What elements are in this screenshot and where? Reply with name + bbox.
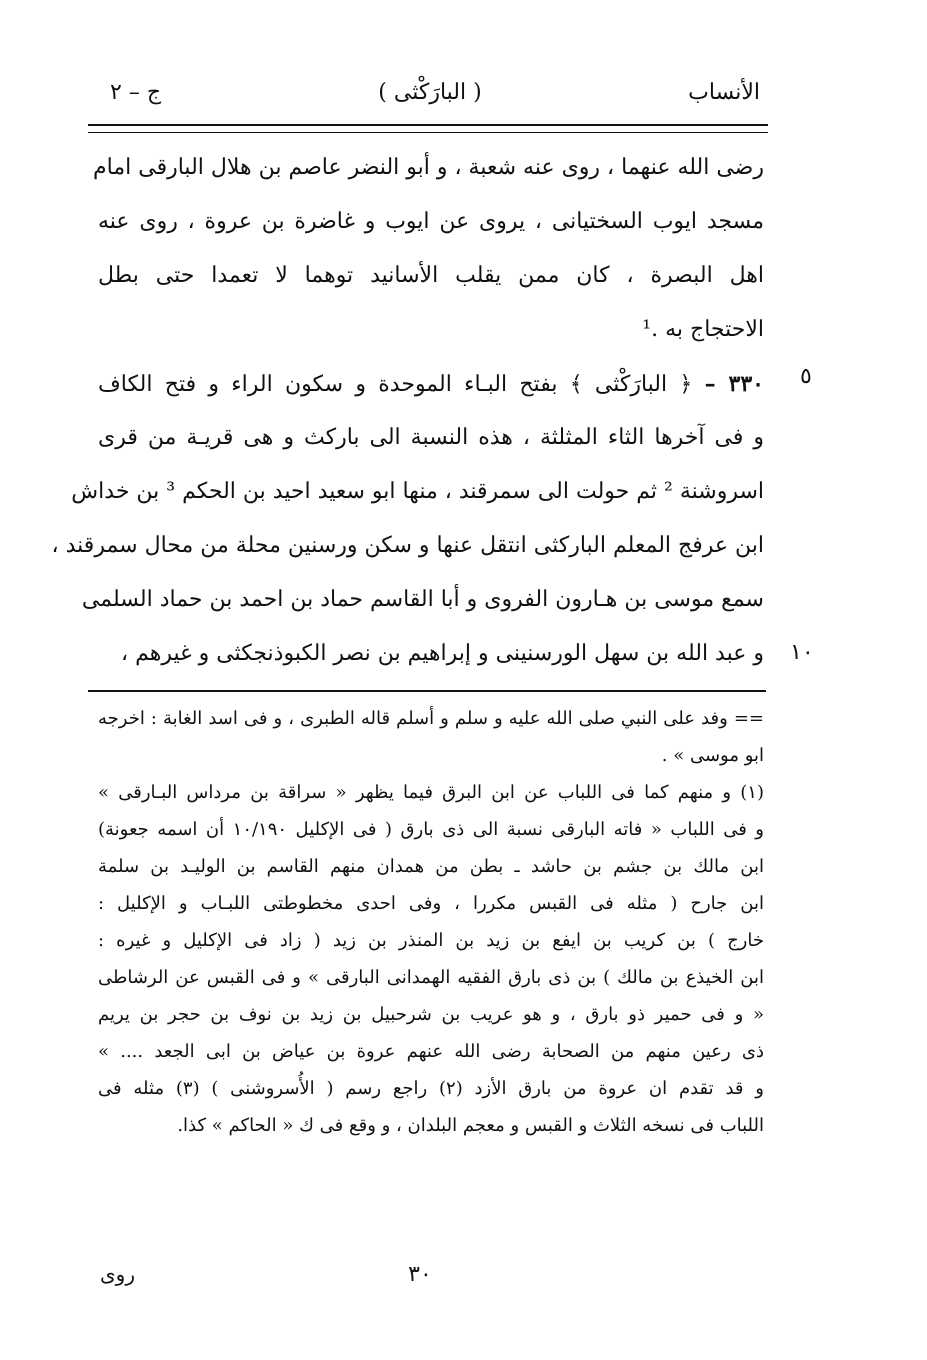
footnote-line: ابن مالك بن جشم بن حاشد ـ بطن من همدان منهم القاسم بن الوليـد بن سلمة [98, 856, 764, 877]
header-rule-thin [88, 132, 768, 133]
footnote-line: اللباب فى نسخه الثلاث و القبس و معجم البلدان ، و وقع فى ك « الحاكم » كذا. [177, 1115, 764, 1136]
entry-line: اسروشنة ² ثم حولت الى سمرقند ، منها ابو سعيد احيد بن الحكم ³ بن خداش [71, 479, 764, 504]
entry-line: ﴿ البارَكْثى ﴾ بفتح البـاء الموحدة و سكون الراء و فتح الكاف [98, 372, 693, 397]
entry-line: سمع موسى بن هـارون الفروى و أبا القاسم حماد بن احمد بن حماد السلمى [81, 587, 764, 612]
footnote-line: ذى رعين منهم من الصحابة رضى الله عنهم عروة بن عياض بن ابى الجعد .... » [98, 1041, 764, 1062]
main-text [51, 146, 764, 686]
footnote-line: « و فى حمير ذو بارق ، و هو عريب بن شرحبيل بن زيد بن نوف بن حجر بن يريم [98, 1004, 764, 1025]
header-rule-thick [88, 124, 768, 126]
entry-line: ابن عرفج المعلم البارکثى انتقل عنها و سكن ورسنين محلة من محال سمرقند ، [51, 533, 764, 558]
header-volume: ج – ٢ [110, 80, 162, 105]
entry-line: و فى آخرها الثاء المثلثة ، هذه النسبة الى باركث و هى قريـة من قرى [98, 425, 764, 450]
footnote-rule [88, 690, 766, 692]
page-number: ٣٠ [408, 1262, 432, 1287]
footnotes [98, 700, 764, 1144]
body-line: الاحتجاج به .¹ [642, 317, 764, 342]
entry-number: ٣٣٠ – [704, 371, 764, 397]
header-entry-title: ( البارَكْثى ) [378, 80, 482, 105]
body-line: مسجد ايوب السختيانى ، يروى عن ايوب و غاضرة بن عروة ، روى عنه [98, 209, 764, 234]
footnote-line: == وفد على النبي صلى الله عليه و سلم و أسلم قاله الطبرى ، و فى اسد الغابة : اخرجه [98, 708, 764, 729]
footnote-line: ابن جارح ( مثله فى القبس مكررا ، وفى احدى مخطوطتى اللبـاب و الإكليل : [98, 893, 764, 914]
footnote-line: و قد تقدم ان عروة من بارق الأزد (٢) راجع رسم ( الأُسروشنى ) (٣) مثله فى [98, 1078, 764, 1099]
body-line: رضى الله عنهما ، روى عنه شعبة ، و أبو النضر عاصم بن هلال البارقى امام [93, 155, 764, 180]
footnote-line: (١) و منهم كما فى اللباب عن ابن البرق فيما يظهر « سراقة بن مرداس البـارقى » [98, 782, 764, 803]
running-header [100, 80, 760, 120]
header-book-title: الأنساب [688, 80, 760, 105]
entry-first-line [98, 362, 764, 416]
footnote-line: خارج ) بن كريب بن ايفع بن زيد بن المنذر بن زيد ( زاد فى الإكليل و غيره : [98, 930, 764, 951]
body-line: اهل البصرة ، كان ممن يقلب الأسانيد توهما لا تعمدا حتى بطل [98, 263, 764, 288]
line-number-10: ١٠ [790, 640, 814, 665]
line-number-5: ٥ [800, 364, 812, 389]
footnote-line: ابو موسى » . [661, 745, 764, 766]
entry-line: و عبد الله بن سهل الورسنينى و إبراهيم بن نصر الكبوذنجكثى و غيرهم ، [120, 641, 764, 666]
footnote-line: ابن الخيذع بن مالك ) بن ذى بارق الفقيه الهمدانى البارقى » و فى القبس عن الرشاطى [98, 967, 764, 988]
footnote-line: و فى اللباب « فاته البارقى نسبة الى ذى بارق ( فى الإكليل ١٠/١٩٠ أن اسمه جعونة) [98, 819, 764, 840]
catchword: روى [100, 1262, 135, 1286]
